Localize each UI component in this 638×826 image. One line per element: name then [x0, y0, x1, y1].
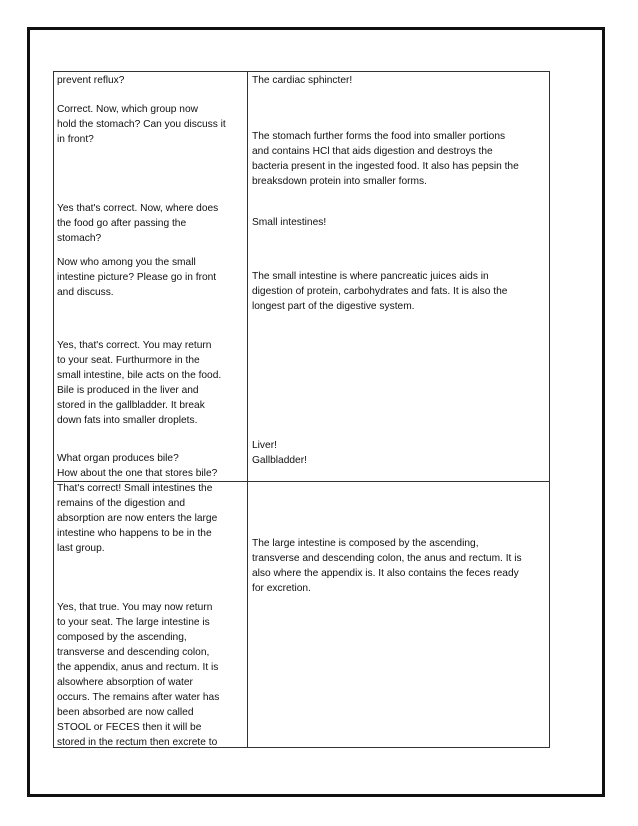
student-line: Liver! Gallbladder! — [252, 440, 307, 466]
teacher-line: That's correct! Small intestines the remains of the digestion and absorption are now enters the large intestine who happens to be in the last group. — [57, 483, 218, 554]
student-line: The cardiac sphincter! — [252, 75, 353, 86]
teacher-line: Correct. Now, which group now hold the stomach? Can you discuss it in front? — [57, 104, 226, 145]
teacher-line: What organ produces bile? How about the one that stores bile? — [57, 453, 218, 479]
student-line: The stomach further forms the food into smaller portions and contains HCl that aids digestion and destroys the bacteria present in the ingested food. It also has pepsin the breaksdown protein into smaller forms. — [252, 131, 519, 187]
dialogue-table — [53, 71, 550, 748]
teacher-line: Yes, that true. You may now return to your seat. The large intestine is composed by the ascending, transverse and descending colon, the appendix, anus and rectum. It is alsowhere absorption of water occurs. The remains after water has been absorbed are now called STOOL or FECES then it will be stored in the rectum then excrete to — [57, 602, 220, 748]
teacher-line: Yes, that's correct. You may return to your seat. Furthurmore in the small intestine, bile acts on the food. Bile is produced in the liver and stored in the gallbladder. It break down fats into smaller droplets. — [57, 340, 222, 426]
student-line: The small intestine is where pancreatic juices aids in digestion of protein, carbohydrates and fats. It is also the longest part of the digestive system. — [252, 271, 508, 312]
column-divider — [247, 72, 248, 747]
teacher-line: Yes that's correct. Now, where does the food go after passing the stomach? — [57, 203, 219, 244]
teacher-line: prevent reflux? — [57, 75, 125, 86]
student-line: Small intestines! — [252, 217, 327, 228]
teacher-line: Now who among you the small intestine picture? Please go in front and discuss. — [57, 257, 217, 298]
student-line: The large intestine is composed by the ascending, transverse and descending colon, the anus and rectum. It is also where the appendix is. It also contains the feces ready for excretion. — [252, 538, 522, 594]
